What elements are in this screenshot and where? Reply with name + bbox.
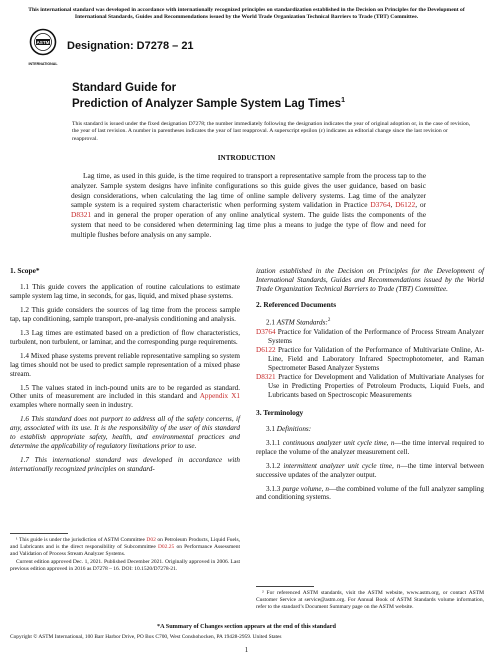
ref-code-d6122[interactable]: D6122 <box>256 346 276 355</box>
title-text: Prediction of Analyzer Sample System Lag Times <box>72 97 342 110</box>
scope-1-6: 1.6 This standard does not purport to address all of the safety concerns, if any, associated with its use. It is the responsibility of the user of this standard to establish appropriate safety, health, and environmental practices and determine the applicability of regulatory limitations prior to use. <box>10 415 240 451</box>
scope-1-1: 1.1 This guide covers the application of routine calculations to estimate sample system lag time, in seconds, for gas, liquid, and mixed phase systems. <box>10 282 240 300</box>
scope-1-4: 1.4 Mixed phase systems prevent reliable representative sampling so system lag times should not be used to predict sample representation of a mixed phase stream. <box>10 351 240 378</box>
astm-logo-icon <box>28 28 58 70</box>
scope-1-5: 1.5 The values stated in inch-pound units are to be regarded as standard. Other units of measurement are included in this standard and Appendix X1 examples where normally seen in industry. <box>10 383 240 410</box>
scope-1-2: 1.2 This guide considers the sources of lag time from the process sample tap, tap conditioning, sample transport, pre-analysis conditioning and analysis. <box>10 305 240 323</box>
ref-item-d8321: D8321 Practice for Development and Validation of Multivariate Analyses for Use in Predicting Properties of Petroleum Products, Liquid Fuels, and Lubricants based on Spectroscopic Measurements <box>256 372 484 399</box>
ref-item-d3764: D3764 Practice for Validation of the Performance of Process Stream Analyzer Systems <box>256 328 484 346</box>
svg-text:ASTM: ASTM <box>36 40 50 45</box>
title-footnote-marker[interactable]: 1 <box>341 97 345 104</box>
scope-heading: 1. Scope* <box>10 266 40 275</box>
footnote-2-text: ² For referenced ASTM standards, visit the ASTM website, www.astm.org, or contact ASTM Customer Service at service@astm.org. For Annual Book of ASTM Standards volume information, refer to the standard’s Document Summary page on the ASTM website. <box>256 590 484 610</box>
logo-text: INTERNATIONAL <box>28 62 58 66</box>
scope-1-3: 1.3 Lag times are estimated based on a prediction of flow characteristics, turbulent, non turbulent, or laminar, and the corresponding purge requirements. <box>10 328 240 346</box>
term-3-1-3: 3.1.3 purge volume, n—the combined volume of the full analyzer sampling and conditioning systems. <box>256 484 485 502</box>
footnote-2 <box>256 586 484 612</box>
ref-link-d8321[interactable]: D8321 <box>71 210 92 220</box>
ref-code-d8321[interactable]: D8321 <box>256 372 276 381</box>
appendix-x1-link[interactable]: Appendix X1 <box>199 392 240 401</box>
term-3-1-2: 3.1.2 intermittent analyzer unit cycle time, n—the time interval between successive updates of the analyzer output. <box>256 461 485 479</box>
copyright-line: Copyright © ASTM International, 100 Barr Harbor Drive, PO Box C700, West Conshohocken, PA 19428-2959. United States <box>10 634 282 640</box>
introduction-paragraph: Lag time, as used in this guide, is the time required to transport a representative sample from the process tap to the analyzer. Sample system designs have infinite configurations so this guide gives the user guidance, based on basic design considerations, when calculating the lag time of online sample delivery systems. Lag time of the analyzer sample system is a required system characteristic when performing system validation in Practice D3764, D6122, or D8321 and in general the proper operation of any online analytical system. The guide lists the components of the system that need to be considered when determining lag time plus a means to judge the type of flow and need for multiple flushes before analysis on any sample. <box>71 171 426 239</box>
scope-1-7-continued: ization established in the Decision on Principles for the Development of International Standards, Guides and Recommendations issued by the World Trade Organization Technical Barriers to Trade (TBT) Committee. <box>256 267 484 293</box>
standards-notice: This international standard was developed in accordance with internationally recognized principles on standardization established in the Decision on Principles for the Development of International Standards, Guides and Recommendations issued by the World Trade Organization Technical Barriers to Trade (TBT) Committee. <box>28 7 465 20</box>
issued-statement: This standard is issued under the fixed designation D7278; the number immediately following the designation indicates the year of original adoption or, in the case of revision, the year of last revision. A number in parentheses indicates the year of last reapproval. A superscript epsilon (ε) indicates an editorial change since the last revision or reapproval. <box>72 121 471 142</box>
page-number: 1 <box>244 646 249 654</box>
right-column <box>256 267 484 507</box>
footnote-1 <box>10 533 240 575</box>
scope-1-7: 1.7 This international standard was developed in accordance with internationally recognized principles on standard- <box>10 456 240 474</box>
footnote-divider <box>256 586 314 587</box>
left-column <box>10 267 240 479</box>
referenced-documents-heading: 2. Referenced Documents <box>256 299 337 309</box>
title-line-2 <box>72 97 345 110</box>
committee-d02-link[interactable]: D02 <box>146 537 156 543</box>
ref-link-d3764[interactable]: D3764 <box>370 200 391 210</box>
introduction-heading: INTRODUCTION <box>217 154 276 162</box>
title-line-1: Standard Guide for <box>72 82 177 94</box>
summary-of-changes-note: *A Summary of Changes section appears at the end of this standard <box>157 623 336 630</box>
footnote-divider <box>10 533 68 534</box>
definitions-subheading: 3.1 Definitions: <box>266 424 312 433</box>
footnote-1-jurisdiction: ¹ This guide is under the jurisdiction of ASTM Committee D02 on Petroleum Products, Liquid Fuels, and Lubricants and is the direct responsibility of Subcommittee D02.25 on Performance Assessment and Validation of Process Stream Analyzer Systems. <box>10 537 241 557</box>
term-3-1-1: 3.1.1 continuous analyzer unit cycle time, n—the time interval required to replace the volume of the analyzer measurement cell. <box>256 438 485 456</box>
footnote-1-edition: Current edition approved Dec. 1, 2021. Published December 2021. Originally approved in 2006. Last previous edition approved in 2016 as D7278 – 16. DOI: 10.1520/D7278-21. <box>10 559 240 573</box>
astm-standards-subheading: 2.1 ASTM Standards:$^2$ <box>266 317 331 327</box>
ref-link-d6122[interactable]: D6122 <box>395 200 416 210</box>
ref-code-d3764[interactable]: D3764 <box>256 328 276 337</box>
footnote-2-marker[interactable]: 2 <box>327 317 331 323</box>
designation: Designation: D7278 – 21 <box>67 40 194 52</box>
terminology-heading: 3. Terminology <box>256 407 304 417</box>
ref-item-d6122: D6122 Practice for Validation of the Performance of Multivariate Online, At-Line, Field and Laboratory Infrared Spectrophotometer, and Raman Spectrometer Based Analyzer Systems <box>256 346 484 372</box>
subcommittee-d02-25-link[interactable]: D02.25 <box>157 543 175 550</box>
